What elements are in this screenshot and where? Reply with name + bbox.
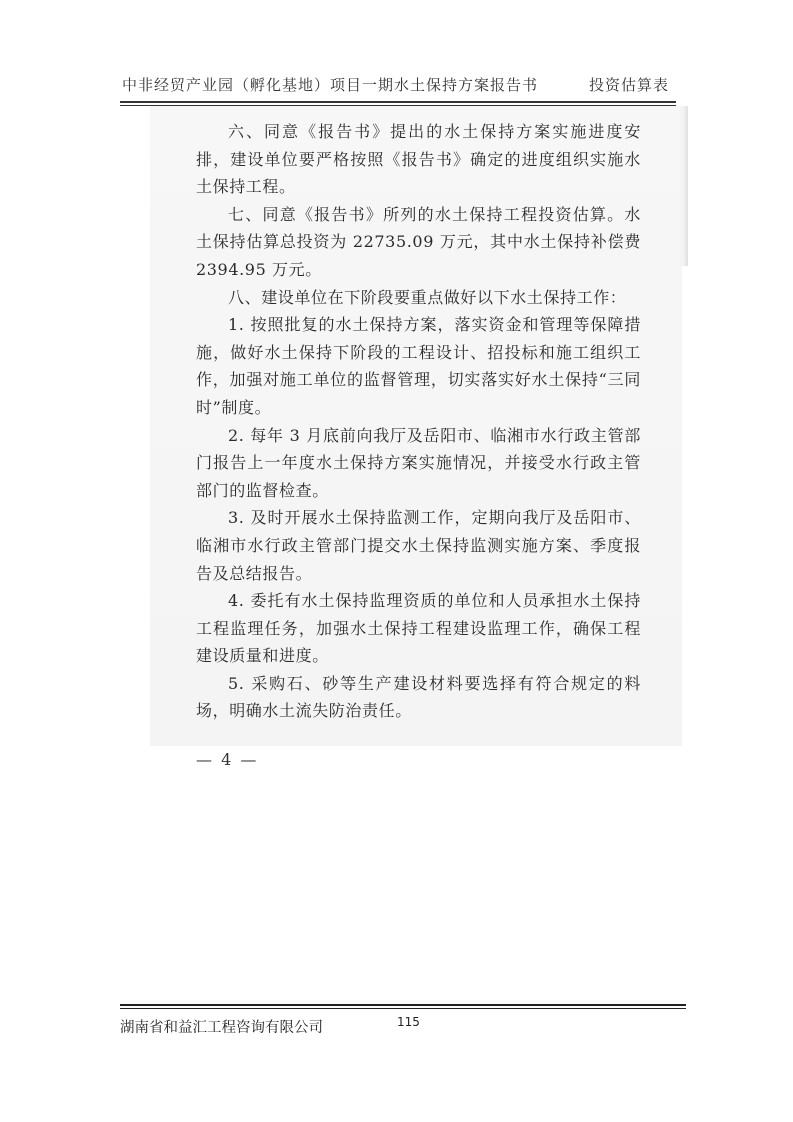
footer-divider xyxy=(120,1004,686,1009)
section-title: 投资估算表 xyxy=(588,76,669,94)
paragraph-8-item-2: 2. 每年 3 月底前向我厅及岳阳市、临湘市水行政主管部门报告上一年度水土保持方案实施情况，并接受水行政主管部门的监督检查。 xyxy=(196,425,641,500)
scan-edge-shadow xyxy=(680,106,688,266)
scanned-text xyxy=(196,118,641,725)
paragraph-8-item-1: 1. 按照批复的水土保持方案，落实资金和管理等保障措施，做好水土保持下阶段的工程设计、招投标和施工组织工作，加强对施工单位的监督管理，切实落实好水土保持“三同时”制度。 xyxy=(196,315,641,417)
paragraph-6: 六、同意《报告书》提出的水土保持方案实施进度安排，建设单位要严格按照《报告书》确定的进度组织实施水土保持工程。 xyxy=(196,122,641,197)
footer-company: 湖南省和益汇工程咨询有限公司 xyxy=(120,1020,323,1036)
paragraph-7: 七、同意《报告书》所列的水土保持工程投资估算。水土保持估算总投资为 22735.09 万元，其中水土保持补偿费 2394.95 万元。 xyxy=(196,204,641,279)
scan-page-number: — 4 — xyxy=(196,750,259,769)
paragraph-8-item-5: 5. 采购石、砂等生产建设材料要选择有符合规定的料场，明确水土流失防治责任。 xyxy=(196,673,641,721)
paragraph-8-item-4: 4. 委托有水土保持监理资质的单位和人员承担水土保持工程监理任务，加强水土保持工程建设监理工作，确保工程建设质量和进度。 xyxy=(196,591,641,666)
paragraph-8: 八、建设单位在下阶段要重点做好以下水土保持工作： xyxy=(228,287,627,307)
paragraph-8-item-3: 3. 及时开展水土保持监测工作，定期向我厅及岳阳市、临湘市水行政主管部门提交水土保持监测实施方案、季度报告及总结报告。 xyxy=(196,508,641,583)
footer-page-number: 115 xyxy=(397,1015,420,1029)
document-title: 中非经贸产业园（孵化基地）项目一期水土保持方案报告书 xyxy=(122,76,539,94)
